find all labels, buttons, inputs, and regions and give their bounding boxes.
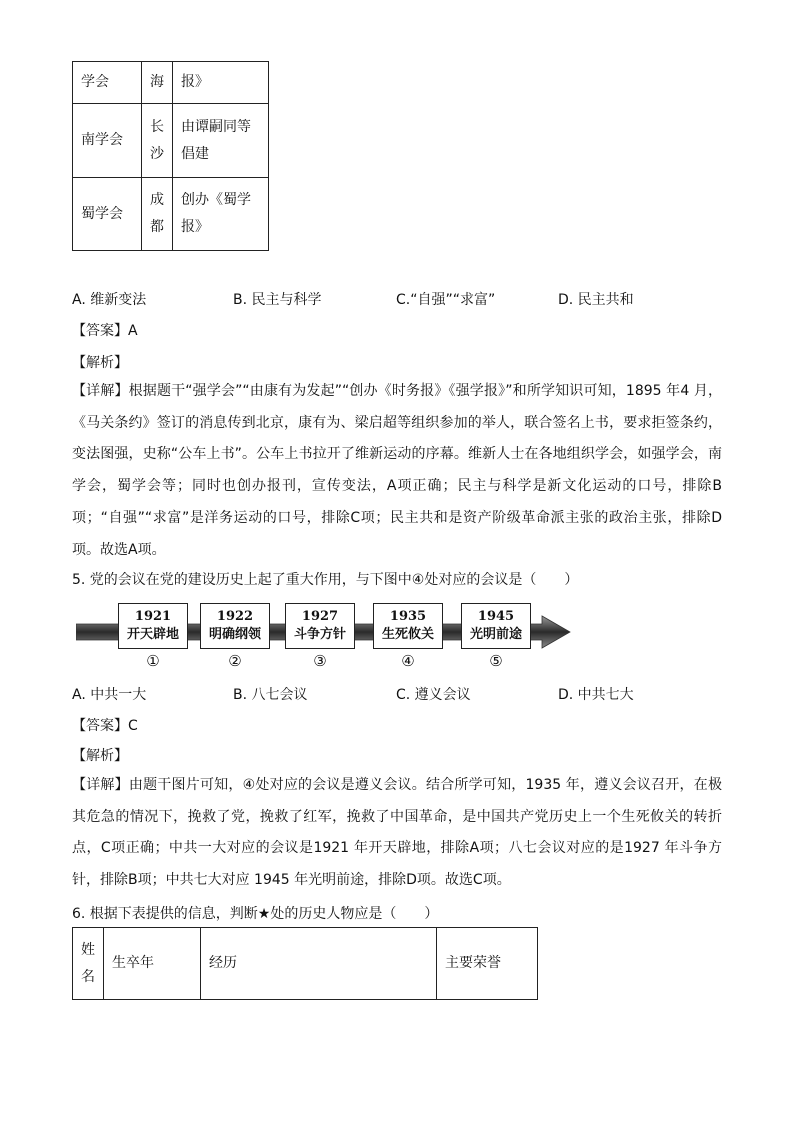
timeline-marker-5: ⑤ [489,652,503,670]
q6-stem: 6. 根据下表提供的信息，判断★处的历史人物应是（ ） [72,906,439,922]
cell-line: 沙 [150,145,164,162]
timeline-label: 光明前途 [469,627,522,642]
q5-analysis-heading: 【解析】 [72,748,128,764]
q5-stem: 5. 党的会议在党的建设历史上起了重大作用，与下图中④处对应的会议是（ ） [72,572,579,588]
table-header-row [73,928,538,1000]
cell-line: 名 [81,968,95,985]
timeline-marker-4: ④ [401,652,415,670]
header-name [73,928,104,1000]
timeline-label: 开天辟地 [126,627,179,642]
table-cell: 蜀学会 [73,178,142,251]
timeline-box-1945 [461,603,531,649]
timeline-box-1935 [373,603,443,649]
cell-line: 创办《蜀学 [181,192,251,208]
cell-line: 长 [150,118,164,135]
q4-option-b: B. 民主与科学 [233,292,322,308]
timeline-label: 明确纲领 [208,627,261,642]
cell-line: 成 [150,192,164,208]
table-cell [173,178,269,251]
q5-detail: 【详解】由题干图片可知，④处对应的会议是遵义会议。结合所学可知，1935 年，遵义会议召开，在极其危急的情况下，挽救了党，挽救了红军，挽救了中国革命，是中国共产党历史上一个生死攸关的转折点，C项正确；中共一大对应的会议是1921 年开天辟地，排除A项；八七会议对应的是1927 年斗争方针，排除B项；中共七大对应 1945 年光明前途，排除D项。故选C项。 [72,777,722,888]
table-cell: 海 [142,62,173,104]
table-cell: 报》 [173,62,269,104]
timeline-label: 斗争方针 [293,627,346,642]
q5-answer: 【答案】C [72,718,138,734]
q5-option-a: A. 中共一大 [72,687,147,703]
timeline-marker-2: ② [228,652,242,670]
timeline-marker-1: ① [146,652,160,670]
timeline-box-1922 [200,603,270,649]
q4-option-a: A. 维新变法 [72,292,147,308]
societies-table [72,61,269,251]
q4-answer: 【答案】A [72,323,138,339]
cell-line: 倡建 [181,145,209,162]
q5-option-b: B. 八七会议 [233,687,308,703]
header-experience: 经历 [201,928,437,1000]
q4-analysis-heading: 【解析】 [72,355,128,371]
timeline-marker-3: ③ [313,652,327,670]
cell-line: 由谭嗣同等 [181,118,251,135]
table-cell: 学会 [73,62,142,104]
table-cell [142,104,173,178]
cell-line: 姓 [81,941,95,958]
q5-option-d: D. 中共七大 [558,687,634,703]
timeline-year: 1945 [477,609,515,624]
q4-option-c: C.“自强”“求富” [396,292,496,308]
timeline-year: 1922 [216,609,254,624]
table-row [73,178,269,251]
table-row [73,104,269,178]
timeline-year: 1935 [389,609,427,624]
timeline-box-1921 [118,603,188,649]
timeline-box-1927 [285,603,355,649]
timeline-year: 1927 [301,609,339,624]
header-lifespan: 生卒年 [104,928,201,1000]
table-row [73,62,269,104]
table-cell [173,104,269,178]
timeline-year: 1921 [134,609,172,624]
table-cell: 南学会 [73,104,142,178]
q4-detail: 【详解】根据题干“强学会”“由康有为发起”“创办《时务报》《强学报》”和所学知识可知，1895 年4 月，《马关条约》签订的消息传到北京，康有为、梁启超等组织参加的举人，联合签名上书，要求拒签条约，变法图强，史称“公车上书”。公车上书拉开了维新运动的序幕。维新人士在各地组织学会，如强学会，南学会，蜀学会等；同时也创办报刊，宣传变法，A项正确；民主与科学是新文化运动的口号，排除B项；“自强”“求富”是洋务运动的口号，排除C项；民主共和是资产阶级革命派主张的政治主张，排除D项。故选A项。 [72,383,722,558]
header-honors: 主要荣誉 [437,928,538,1000]
cell-line: 报》 [181,219,209,235]
q5-option-c: C. 遵义会议 [396,687,471,703]
q6-table [72,927,538,1000]
q4-option-d: D. 民主共和 [558,292,634,308]
cell-line: 都 [150,219,164,235]
timeline-label: 生死攸关 [381,627,434,642]
table-cell [142,178,173,251]
